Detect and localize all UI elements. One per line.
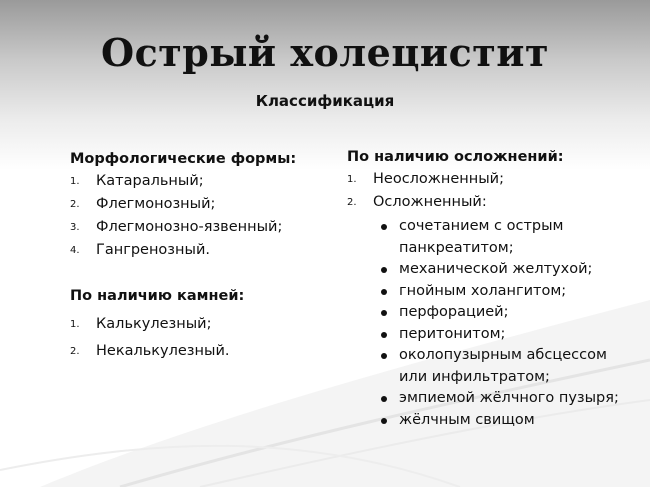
list-item: 2. Осложненный: xyxy=(347,194,487,210)
stones-list xyxy=(70,311,330,365)
list-item: перфорацией; xyxy=(373,302,637,324)
list-item: гнойным холангитом; xyxy=(373,281,637,303)
list-item: 4. Гангренозный. xyxy=(70,242,210,258)
list-item: 1. Калькулезный; xyxy=(70,316,212,332)
list-item: перитонитом; xyxy=(373,324,637,346)
list-item: 2. Некалькулезный. xyxy=(70,343,230,359)
complications-sublist xyxy=(373,216,637,431)
stones-heading: По наличию камней: xyxy=(70,288,245,304)
list-item: сочетанием с острым панкреатитом; xyxy=(373,216,637,259)
list-item: механической желтухой; xyxy=(373,259,637,281)
list-item: жёлчным свищом xyxy=(373,410,637,432)
morphology-list xyxy=(70,170,330,262)
complications-heading: По наличию осложнений: xyxy=(347,149,564,165)
list-item: 1. Неосложненный; xyxy=(347,171,504,187)
list-item: эмпиемой жёлчного пузыря; xyxy=(373,388,637,410)
list-item: 1. Катаральный; xyxy=(70,173,204,189)
left-column xyxy=(70,148,330,365)
list-item: околопузырным абсцессом или инфильтратом; xyxy=(373,345,637,388)
slide-title: Острый холецистит xyxy=(100,30,549,75)
slide-subtitle: Классификация xyxy=(255,92,395,110)
list-item: 3. Флегмонозно-язвенный; xyxy=(70,219,283,235)
right-column xyxy=(347,146,637,431)
list-item: 2. Флегмонозный; xyxy=(70,196,216,212)
complications-list xyxy=(347,168,637,214)
morphology-heading: Морфологические формы: xyxy=(70,151,297,167)
